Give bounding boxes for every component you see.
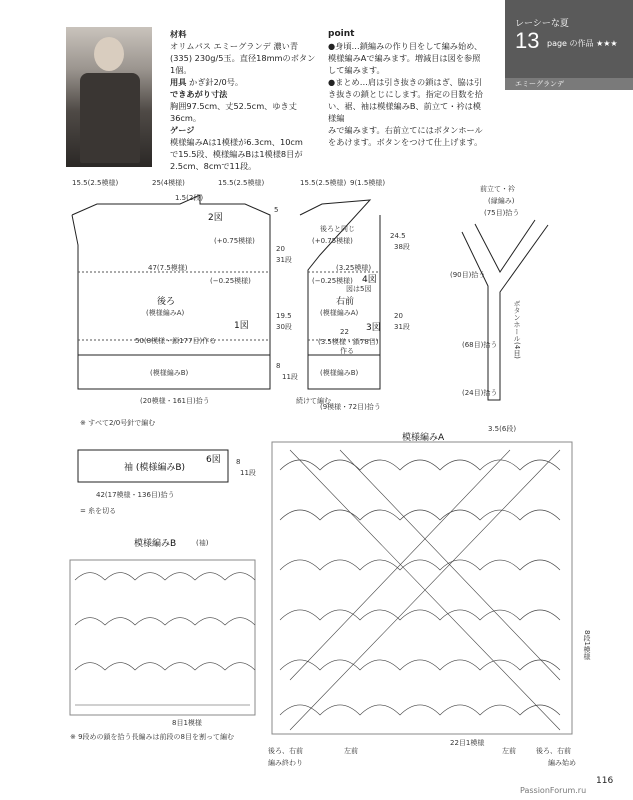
back-dim: 15.5(2.5模様): [72, 179, 119, 187]
front-inc: (+0.75模様): [312, 237, 353, 245]
chartB-rep: 8目1模様: [172, 719, 202, 727]
sleeve-note: ※ すべて2/0号針で編む: [80, 419, 156, 427]
chartB-stitches: [75, 573, 255, 706]
front-chain: (3.5模様・鎖78目): [318, 338, 379, 346]
size-text: 胸囲97.5cm、丈52.5cm、ゆき丈36cm。: [170, 101, 297, 123]
sleeve-name: 袖 (模様編みB): [124, 463, 186, 473]
size-heading: できあがり寸法: [170, 89, 228, 99]
tools-heading: 用具: [170, 77, 187, 87]
band-left: (24目)拾う: [462, 389, 498, 397]
gauge-line: 模様編みAは1模様が6.3cm、10cm: [170, 137, 303, 147]
band-pattern: (縁編み): [488, 197, 515, 205]
fan-row: [280, 460, 560, 470]
front-dec1: (3.25模様): [336, 264, 372, 272]
back-dim: 25(4模様): [152, 179, 185, 187]
tag-number: 13: [515, 28, 540, 53]
band-outline: [462, 220, 548, 400]
back-inc: (+0.75模様): [214, 237, 255, 245]
chartA-frame: [272, 442, 572, 734]
scallop-row: [75, 618, 255, 626]
chartA-right-2: 左前: [502, 747, 516, 755]
front-chain: 22: [340, 328, 349, 336]
back-dim: 15.5(2.5模様): [218, 179, 265, 187]
chartB-note: ※ 9段めの鎖を拾う長編みは前段の8目を割って編む: [70, 733, 234, 741]
point-line: をあけます。ボタンをつけて仕上げます。: [328, 137, 483, 147]
back-height: 20: [276, 245, 285, 253]
band-left: (68目)拾う: [462, 341, 498, 349]
chartA-left-1: 後ろ、右前: [268, 747, 303, 755]
back-name: 後ろ: [157, 297, 176, 307]
chartA-right-1: 後ろ、右前: [536, 747, 571, 755]
sleeve-fig6: 6図: [206, 455, 221, 465]
back-body-outline: [72, 195, 270, 355]
point-line: ●身頃…鎖編みの作り目をして編み始め、: [328, 41, 483, 51]
front-dec2: (−0.25模様): [312, 277, 353, 285]
point-line: して編みます。: [328, 65, 385, 75]
tools-text: かぎ針2/0号。: [189, 77, 244, 87]
chartA-rep: 8段1模様: [583, 630, 591, 660]
chartA-stitches: [280, 450, 560, 730]
front-height: 31段: [394, 323, 410, 331]
materials-heading: 材料: [170, 29, 187, 39]
chartA-start: 編み始め: [548, 759, 576, 767]
band-width: 3.5(6段): [488, 425, 517, 433]
front-bottom: (9模様・72目)拾う: [320, 403, 381, 411]
back-dim: 1.5(2段): [175, 194, 204, 202]
front-dim: 9(1.5模様): [350, 179, 386, 187]
front-cont: 続けて編む: [296, 397, 331, 405]
front-height: 24.5: [390, 232, 406, 240]
fan-row: [280, 560, 560, 570]
front-hem: (模様編みB): [320, 369, 359, 377]
scallop-row: [75, 573, 255, 581]
tag-title: レーシーな夏: [515, 19, 569, 29]
band-left: (90目)拾う: [450, 271, 486, 279]
sleeve-bottom: 42(17模様・136目)拾う: [96, 491, 175, 499]
front-dim: 15.5(2.5模様): [300, 179, 347, 187]
tag-page: page の作品 ★★★: [547, 39, 618, 48]
materials-line: オリムパス エミーグランデ 濃い青: [170, 41, 299, 51]
page-number: 116: [596, 776, 614, 786]
sleeve-height: 8: [236, 458, 241, 466]
back-bottom: (20模様・161目)拾う: [140, 397, 210, 405]
point-line: き抜きの鎖とじにします。指定の目数を拾: [328, 89, 483, 99]
chartA-rep2: 22目1模様: [450, 739, 485, 747]
chartA-end: 編み終わり: [268, 759, 303, 767]
tag-brand: エミーグランデ: [505, 78, 633, 90]
chartB-title: 模様編みB: [134, 539, 177, 549]
fan-row: [280, 705, 560, 715]
back-hem: (模様編みB): [150, 369, 189, 377]
front-fig5: 図は5図: [346, 285, 372, 293]
back-height: 30段: [276, 323, 292, 331]
front-chain: 作る: [340, 347, 354, 355]
sleeve-height: 11段: [240, 469, 256, 477]
back-dec: (−0.25模様): [210, 277, 251, 285]
gauge-line: で15.5段、模様編みBは1模様8目が: [170, 149, 303, 159]
front-height: 38段: [394, 243, 410, 251]
fan-row: [280, 610, 560, 620]
point-line: ●まとめ…肩は引き抜きの鎖はぎ、脇は引: [328, 77, 483, 87]
front-name: 右前: [336, 297, 355, 307]
chartA-title: 模様編みA: [402, 433, 445, 443]
chartB-frame: [70, 560, 255, 715]
sleeve-cut-legend: = 糸を切る: [80, 507, 117, 515]
fan-row: [280, 660, 560, 670]
watermark: PassionForum.ru: [520, 786, 587, 795]
front-pattern: (模様編みA): [320, 309, 359, 317]
band-hole: ボタンホール(4目): [513, 300, 521, 359]
front-fig3: 3図: [366, 323, 381, 333]
band-top: (75目)拾う: [484, 209, 520, 217]
gauge-heading: ゲージ: [170, 125, 195, 135]
back-height: 5: [274, 206, 279, 214]
front-height: 20: [394, 312, 403, 320]
front-same: 後ろと同じ: [320, 225, 355, 233]
scallop-row: [75, 663, 255, 671]
chartB-sub: (袖): [196, 539, 209, 547]
point-line: 模様編みAで編みます。増減目は図を参照: [328, 53, 481, 63]
materials-line: (335) 230g/5玉。直径18mmのボタン: [170, 53, 316, 63]
diagonal-mesh: [290, 450, 560, 730]
point-line: い、裾、袖は模様編みB、前立て・衿は模様編: [328, 101, 481, 123]
back-height: 31段: [276, 256, 292, 264]
back-pattern: (模様編みA): [146, 309, 185, 317]
back-fig1: 1図: [234, 321, 249, 331]
fan-row: [280, 510, 560, 520]
band-title: 前立て・衿: [480, 185, 515, 193]
materials-line: 1個。: [170, 65, 192, 75]
gauge-line: 2.5cm、8cmで11段。: [170, 161, 257, 171]
back-mid: 47(7.5模様): [148, 264, 188, 272]
front-fig4: 4図: [362, 275, 377, 285]
point-heading: point: [328, 29, 355, 39]
point-line: みで編みます。右前立てにはボタンホール: [328, 125, 483, 135]
back-fig2: 2図: [208, 213, 223, 223]
back-height: 19.5: [276, 312, 292, 320]
back-chain: 50(8模様・鎖177目)作る: [135, 337, 217, 345]
back-height: 11段: [282, 373, 298, 381]
back-height: 8: [276, 362, 281, 370]
chartA-left-2: 左前: [344, 747, 358, 755]
